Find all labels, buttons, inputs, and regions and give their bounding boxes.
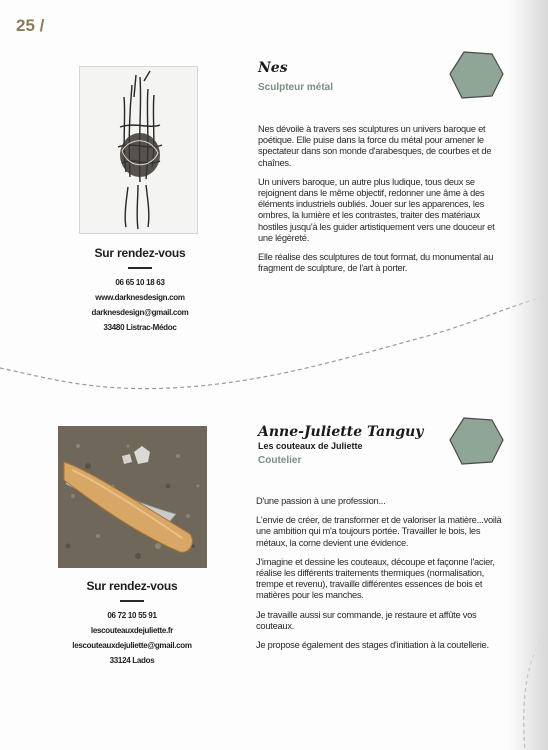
hexagon-icon [448, 50, 504, 100]
address: 33480 Listrac-Médoc [103, 322, 177, 332]
website-link[interactable]: www.darknesdesign.com [95, 292, 185, 302]
sculpture-photo [79, 66, 198, 234]
paragraph: D'une passion à une profession... [256, 496, 386, 506]
paragraph: Je propose également des stages d'initiation à la coutellerie. [256, 640, 489, 651]
artist-name: Nes [258, 60, 288, 76]
page-number: 25 / [16, 16, 45, 35]
artist-description [256, 496, 506, 659]
business-name: Les couteaux de Juliette [258, 441, 363, 451]
artist-description [258, 124, 510, 282]
appointment-label: Sur rendez-vous [86, 579, 178, 593]
divider [128, 267, 152, 269]
paragraph: J'imagine et dessine les couteaux, découpe et façonne l'acier, réalise les différents traitements thermiques (normalisation, trempe et revenu), travaille différentes essences de bois et matières pour les manches. [256, 556, 495, 601]
contact-block-nes [60, 246, 220, 338]
appointment-label: Sur rendez-vous [94, 246, 186, 260]
email-link[interactable]: darknesdesign@gmail.com [91, 307, 189, 317]
paragraph: Je travaille aussi sur commande, je restaure et affûte vos couteaux. [256, 609, 477, 631]
paragraph: Un univers baroque, un autre plus ludique, tous deux se rejoignent dans le même objectif, redonner une âme à des éléments industriels oubliés. Jouer sur les apparences, les ombres, la lumière et les contrastes, traiter des matériaux hostiles jusqu'à les guider artistiquement vers une douceur et une légèreté. [258, 176, 495, 243]
artist-role: Coutelier [258, 455, 302, 466]
hexagon-icon [448, 416, 504, 466]
phone-number: 06 72 10 55 91 [107, 610, 157, 620]
paragraph: Nes dévoile à travers ses sculptures un univers baroque et poétique. Elle puise dans la force du métal pour amener le spectateur dans son monde d'arabesques, de courbes et de chaînes. [258, 124, 492, 168]
artist-role: Sculpteur métal [258, 82, 334, 93]
paragraph: L'envie de créer, de transformer et de valoriser la matière...voilà une ambition qui m'a toujours portée. Travailler le bois, les métaux, la corne devient une évidence. [256, 515, 502, 548]
phone-number: 06 65 10 18 63 [115, 277, 165, 287]
knife-photo [58, 426, 207, 568]
artist-name: Anne-Juliette Tanguy [258, 424, 424, 440]
contact-block-juliette [52, 579, 212, 671]
address: 33124 Lados [109, 655, 155, 665]
paragraph: Elle réalise des sculptures de tout format, du monumental au fragment de sculpture, de l'art à porter. [258, 252, 494, 274]
page-edge-shadow [508, 0, 548, 750]
website-link[interactable]: lescouteauxdejuliette.fr [90, 625, 174, 635]
email-link[interactable]: lescouteauxdejuliette@gmail.com [72, 640, 192, 650]
divider [120, 600, 144, 602]
